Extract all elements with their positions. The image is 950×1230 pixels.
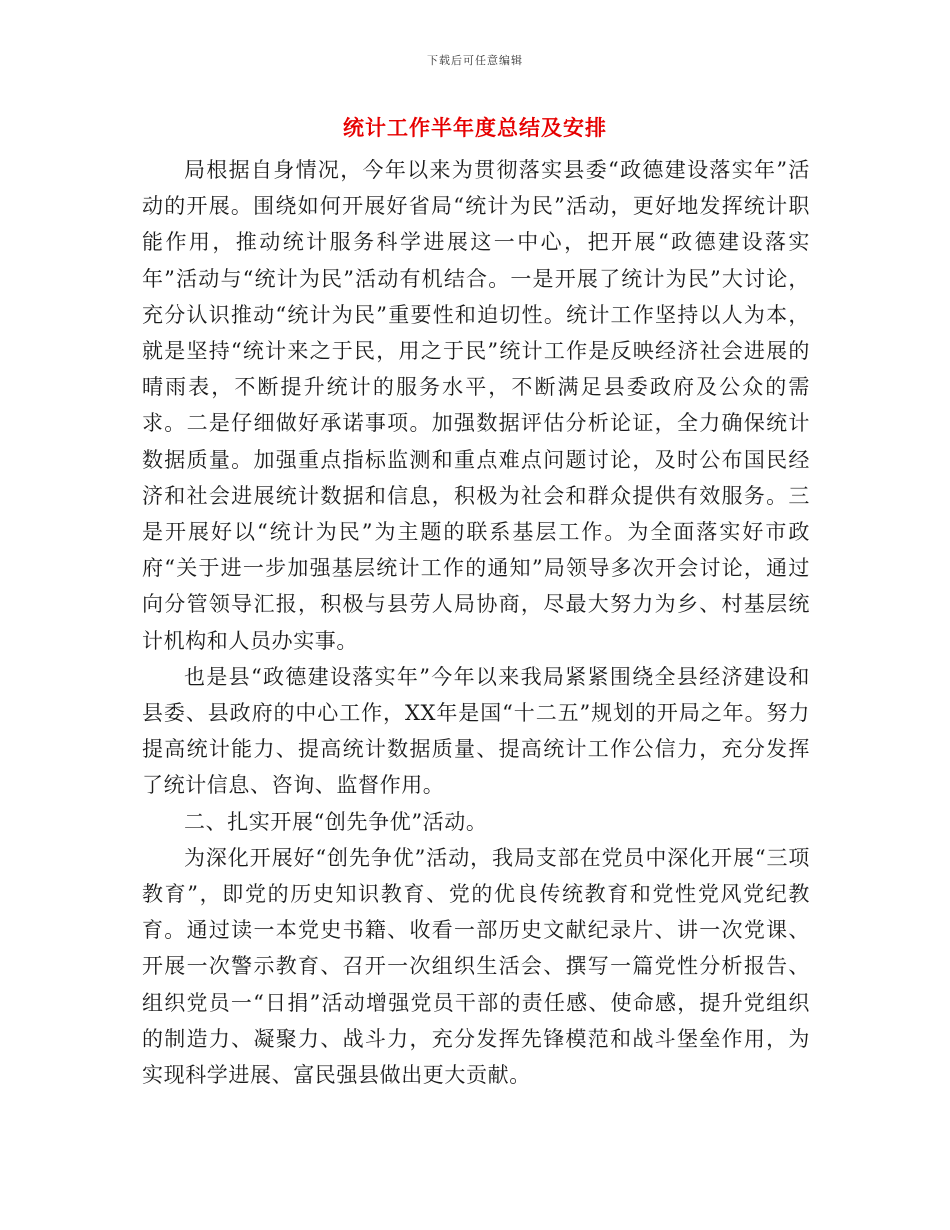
paragraph: 为深化开展好“创先争优”活动，我局支部在党员中深化开展“三项教育”，即党的历史知识教育、党的优良传统教育和党性党风党纪教育。通过读一本党史书籍、收看一部历史文献纪录片、讲一次党课、开展一次警示教育、召开一次组织生活会、撰写一篇党性分析报告、组织党员一“日捐”活动增强党员干部的责任感、使命感，提升党组织的制造力、凝聚力、战斗力，充分发挥先锋模范和战斗堡垒作用，为实现科学进展、富民强县做出更大贡献。 xyxy=(142,845,810,1088)
section-heading: 二、扎实开展“创先争优”活动。 xyxy=(184,809,488,834)
paragraph: 也是县“政德建设落实年”今年以来我局紧紧围绕全县经济建设和县委、县政府的中心工作，XX年是国“十二五”规划的开局之年。努力提高统计能力、提高统计数据质量、提高统计工作公信力，充分发挥了统计信息、咨询、监督作用。 xyxy=(142,664,810,798)
paragraph: 局根据自身情况，今年以来为贯彻落实县委“政德建设落实年”活动的开展。围绕如何开展好省局“统计为民”活动，更好地发挥统计职能作用，推动统计服务科学进展这一中心，把开展“政德建设落实年”活动与“统计为民”活动有机结合。一是开展了统计为民”大讨论，充分认识推动“统计为民”重要性和迫切性。统计工作坚持以人为本，就是坚持“统计来之于民，用之于民”统计工作是反映经济社会进展的晴雨表，不断提升统计的服务水平，不断满足县委政府及公众的需求。二是仔细做好承诺事项。加强数据评估分析论证，全力确保统计数据质量。加强重点指标监测和重点难点问题讨论，及时公布国民经济和社会进展统计数据和信息，积极为社会和群众提供有效服务。三是开展好以“统计为民”为主题的联系基层工作。为全面落实好市政府“关于进一步加强基层统计工作的通知”局领导多次开会讨论，通过向分管领导汇报，积极与县劳人局协商，尽最大努力为乡、村基层统计机构和人员办实事。 xyxy=(142,158,810,653)
header-note: 下载后可任意编辑 xyxy=(427,54,523,67)
document-body xyxy=(142,152,810,1093)
document-title: 统计工作半年度总结及安排 xyxy=(343,116,607,140)
